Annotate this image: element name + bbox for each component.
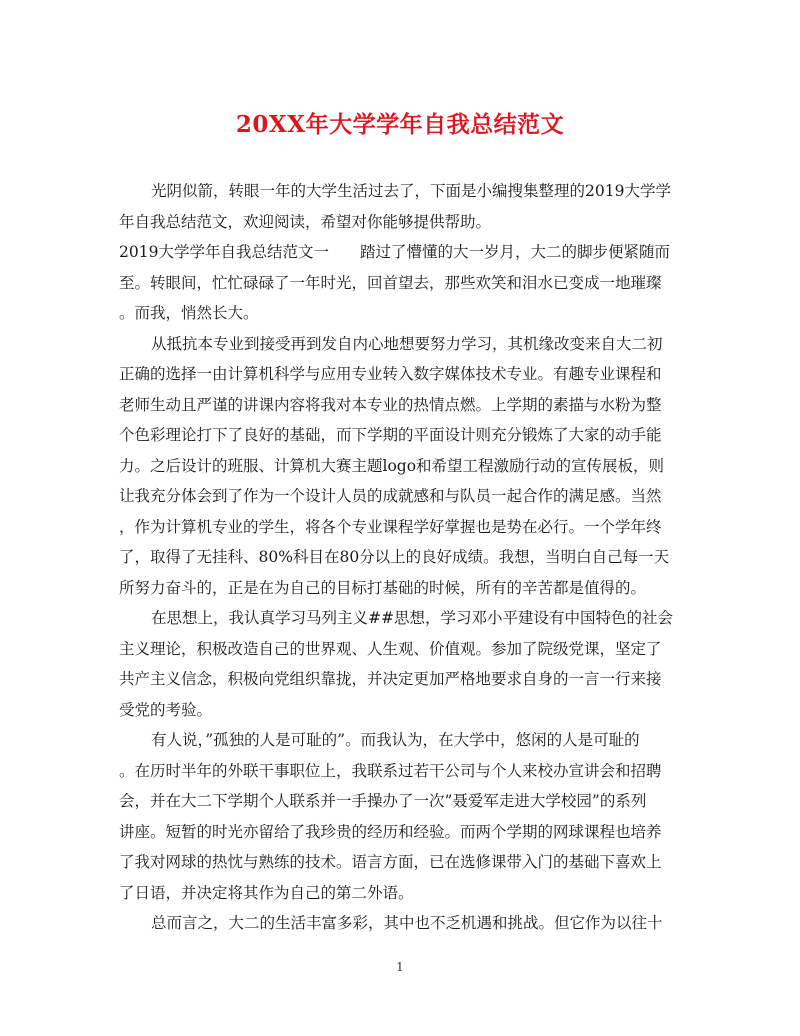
text-line: 力。之后设计的班服、计算机大赛主题logo和希望工程激励行动的宣传展板，则 xyxy=(119,456,665,475)
text-line: 个色彩理论打下了良好的基础，而下学期的平面设计则充分锻炼了大家的动手能 xyxy=(119,426,662,444)
paragraph-major xyxy=(119,329,685,604)
text-line: 。在历时半年的外联干事职位上，我联系过若干公司与个人来校办宣讲会和招聘 xyxy=(119,761,662,780)
text-line: 所努力奋斗的，正是在为自己的目标打基础的时候，所有的辛苦都是值得的。 xyxy=(119,578,647,597)
text-line: 光阴似箭，转眼一年的大学生活过去了，下面是小编搜集整理的2019大学学 xyxy=(151,182,671,200)
text-line: 在思想上，我认真学习马列主义##思想，学习邓小平建设有中国特色的社会 xyxy=(151,609,673,627)
text-line: 年自我总结范文，欢迎阅读，希望对你能够提供帮助。 xyxy=(119,212,492,231)
text-line: 会，并在大二下学期个人联系并一手操办了一次”聂爱军走进大学校园”的系列 xyxy=(119,792,647,810)
document-title: 20XX年大学学年自我总结范文 xyxy=(235,111,565,138)
text-line: 老师生动且严谨的讲课内容将我对本专业的热情点燃。上学期的素描与水粉为整 xyxy=(119,395,662,414)
text-line: ，作为计算机专业的学生，将各个专业课程学好掌握也是势在必行。一个学年终 xyxy=(119,517,662,536)
text-line: 有人说，”孤独的人是可耻的”。而我认为，在大学中，悠闲的人是可耻的 xyxy=(151,731,640,749)
text-line: 了我对网球的热忱与熟练的技术。语言方面，已在选修课带入门的基础下喜欢上 xyxy=(119,853,662,871)
text-line: 总而言之，大二的生活丰富多彩，其中也不乏机遇和挑战。但它作为以往十 xyxy=(151,914,663,932)
text-line: 从抵抗本专业到接受再到发自内心地想要努力学习，其机缘改变来自大二初 xyxy=(151,334,663,353)
text-line: 讲座。短暂的时光亦留给了我珍贵的经历和经验。而两个学期的网球课程也培养 xyxy=(119,822,662,841)
document-body xyxy=(119,176,685,939)
paragraph-ideology xyxy=(119,603,685,725)
text-line: 受党的考验。 xyxy=(119,700,213,719)
text-line: 让我充分体会到了作为一个设计人员的成就感和与队员一起合作的满足感。当然 xyxy=(119,487,662,505)
page-number: 1 xyxy=(396,960,404,974)
text-line: 。而我，悄然长大。 xyxy=(119,304,259,322)
paragraph-intro xyxy=(119,176,685,207)
text-line: 至。转眼间，忙忙碌碌了一年时光，回首望去，那些欢笑和泪水已变成一地璀璨 xyxy=(119,273,662,292)
text-line: 2019大学学年自我总结范文一 踏过了懵懂的大一岁月，大二的脚步便紧随而 xyxy=(119,243,670,261)
text-line: 共产主义信念，积极向党组织靠拢，并决定更加严格地要求自身的一言一行来接 xyxy=(119,670,662,688)
paragraph-summary xyxy=(119,908,685,939)
paragraph-intro-cont xyxy=(119,207,685,329)
paragraph-activities xyxy=(119,725,685,908)
text-line: 主义理论，积极改造自己的世界观、人生观、价值观。参加了院级党课，坚定了 xyxy=(119,639,662,658)
text-line: 了，取得了无挂科、80%科目在80分以上的良好成绩。我想，当明白自己每一天 xyxy=(119,548,670,566)
text-line: 了日语，并决定将其作为自己的第二外语。 xyxy=(119,883,414,902)
text-line: 正确的选择一由计算机科学与应用专业转入数字媒体技术专业。有趣专业课程和 xyxy=(119,365,662,383)
